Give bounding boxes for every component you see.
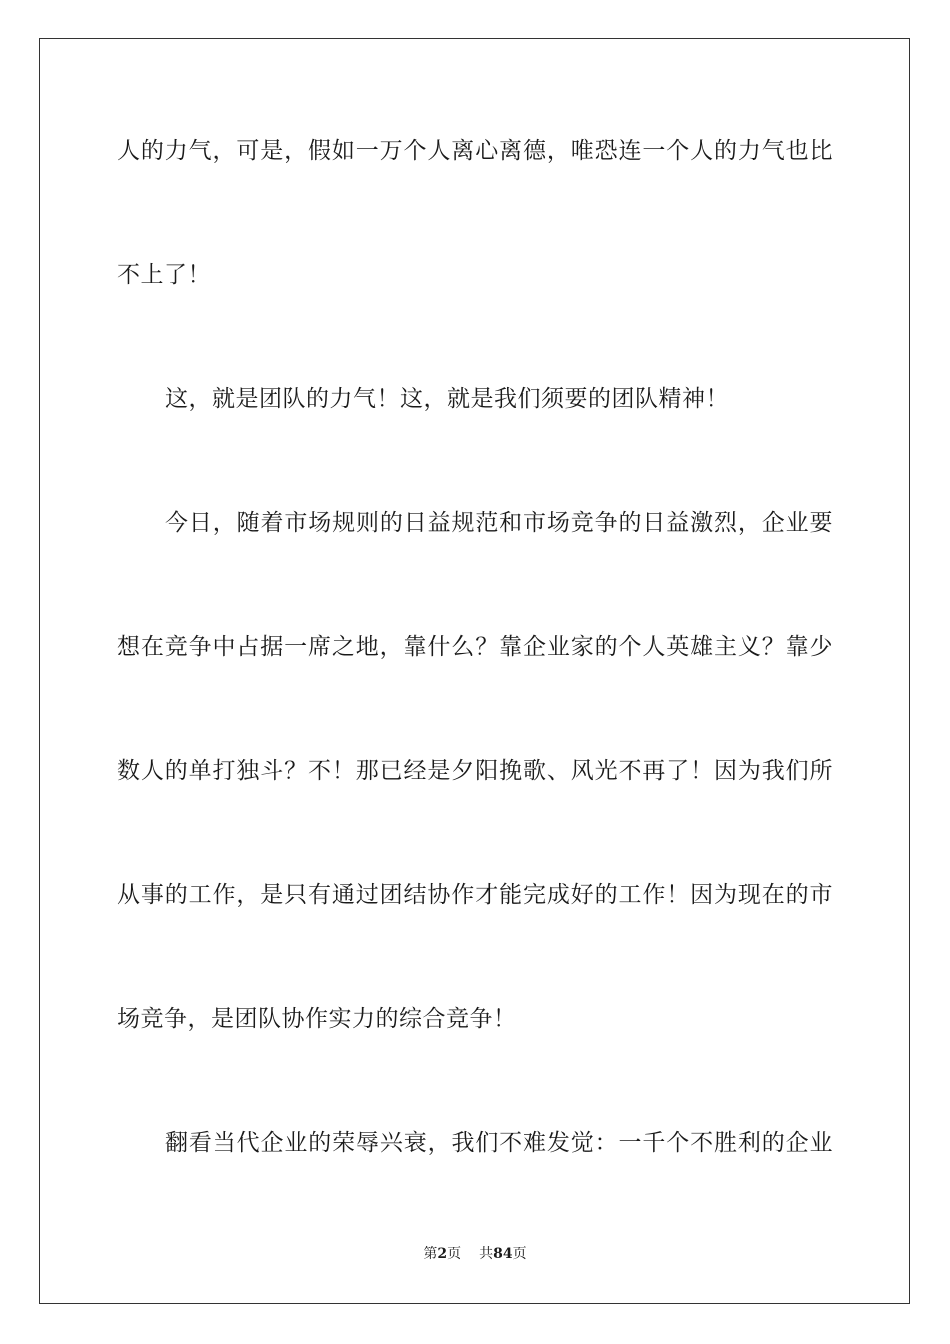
- page-border: [39, 38, 910, 1304]
- total-prefix: 共: [479, 1246, 494, 1262]
- text-line-4: 今日，随着市场规则的日益规范和市场竞争的日益激烈，企业要: [165, 510, 833, 536]
- text-line-9: 翻看当代企业的荣辱兴衰，我们不难发觉：一千个不胜利的企业: [165, 1130, 833, 1156]
- total-pages: 84: [493, 1246, 513, 1262]
- text-line-7: 从事的工作，是只有通过团结协作才能完成好的工作！因为现在的市: [117, 882, 833, 908]
- text-line-8: 场竞争，是团队协作实力的综合竞争！: [117, 1006, 517, 1032]
- page-number: 2: [437, 1246, 448, 1262]
- text-line-5: 想在竞争中占据一席之地，靠什么？靠企业家的个人英雄主义？靠少: [117, 634, 833, 660]
- total-suffix: 页: [512, 1246, 527, 1262]
- text-line-3: 这，就是团队的力气！这，就是我们须要的团队精神！: [165, 386, 729, 412]
- page-prefix: 第: [423, 1246, 438, 1262]
- text-line-2: 不上了！: [117, 262, 211, 288]
- text-line-6: 数人的单打独斗？不！那已经是夕阳挽歌、风光不再了！因为我们所: [117, 758, 833, 784]
- page-suffix: 页: [447, 1246, 462, 1262]
- text-line-1: 人的力气，可是，假如一万个人离心离德，唯恐连一个人的力气也比: [117, 138, 833, 164]
- page-footer: [0, 1244, 950, 1264]
